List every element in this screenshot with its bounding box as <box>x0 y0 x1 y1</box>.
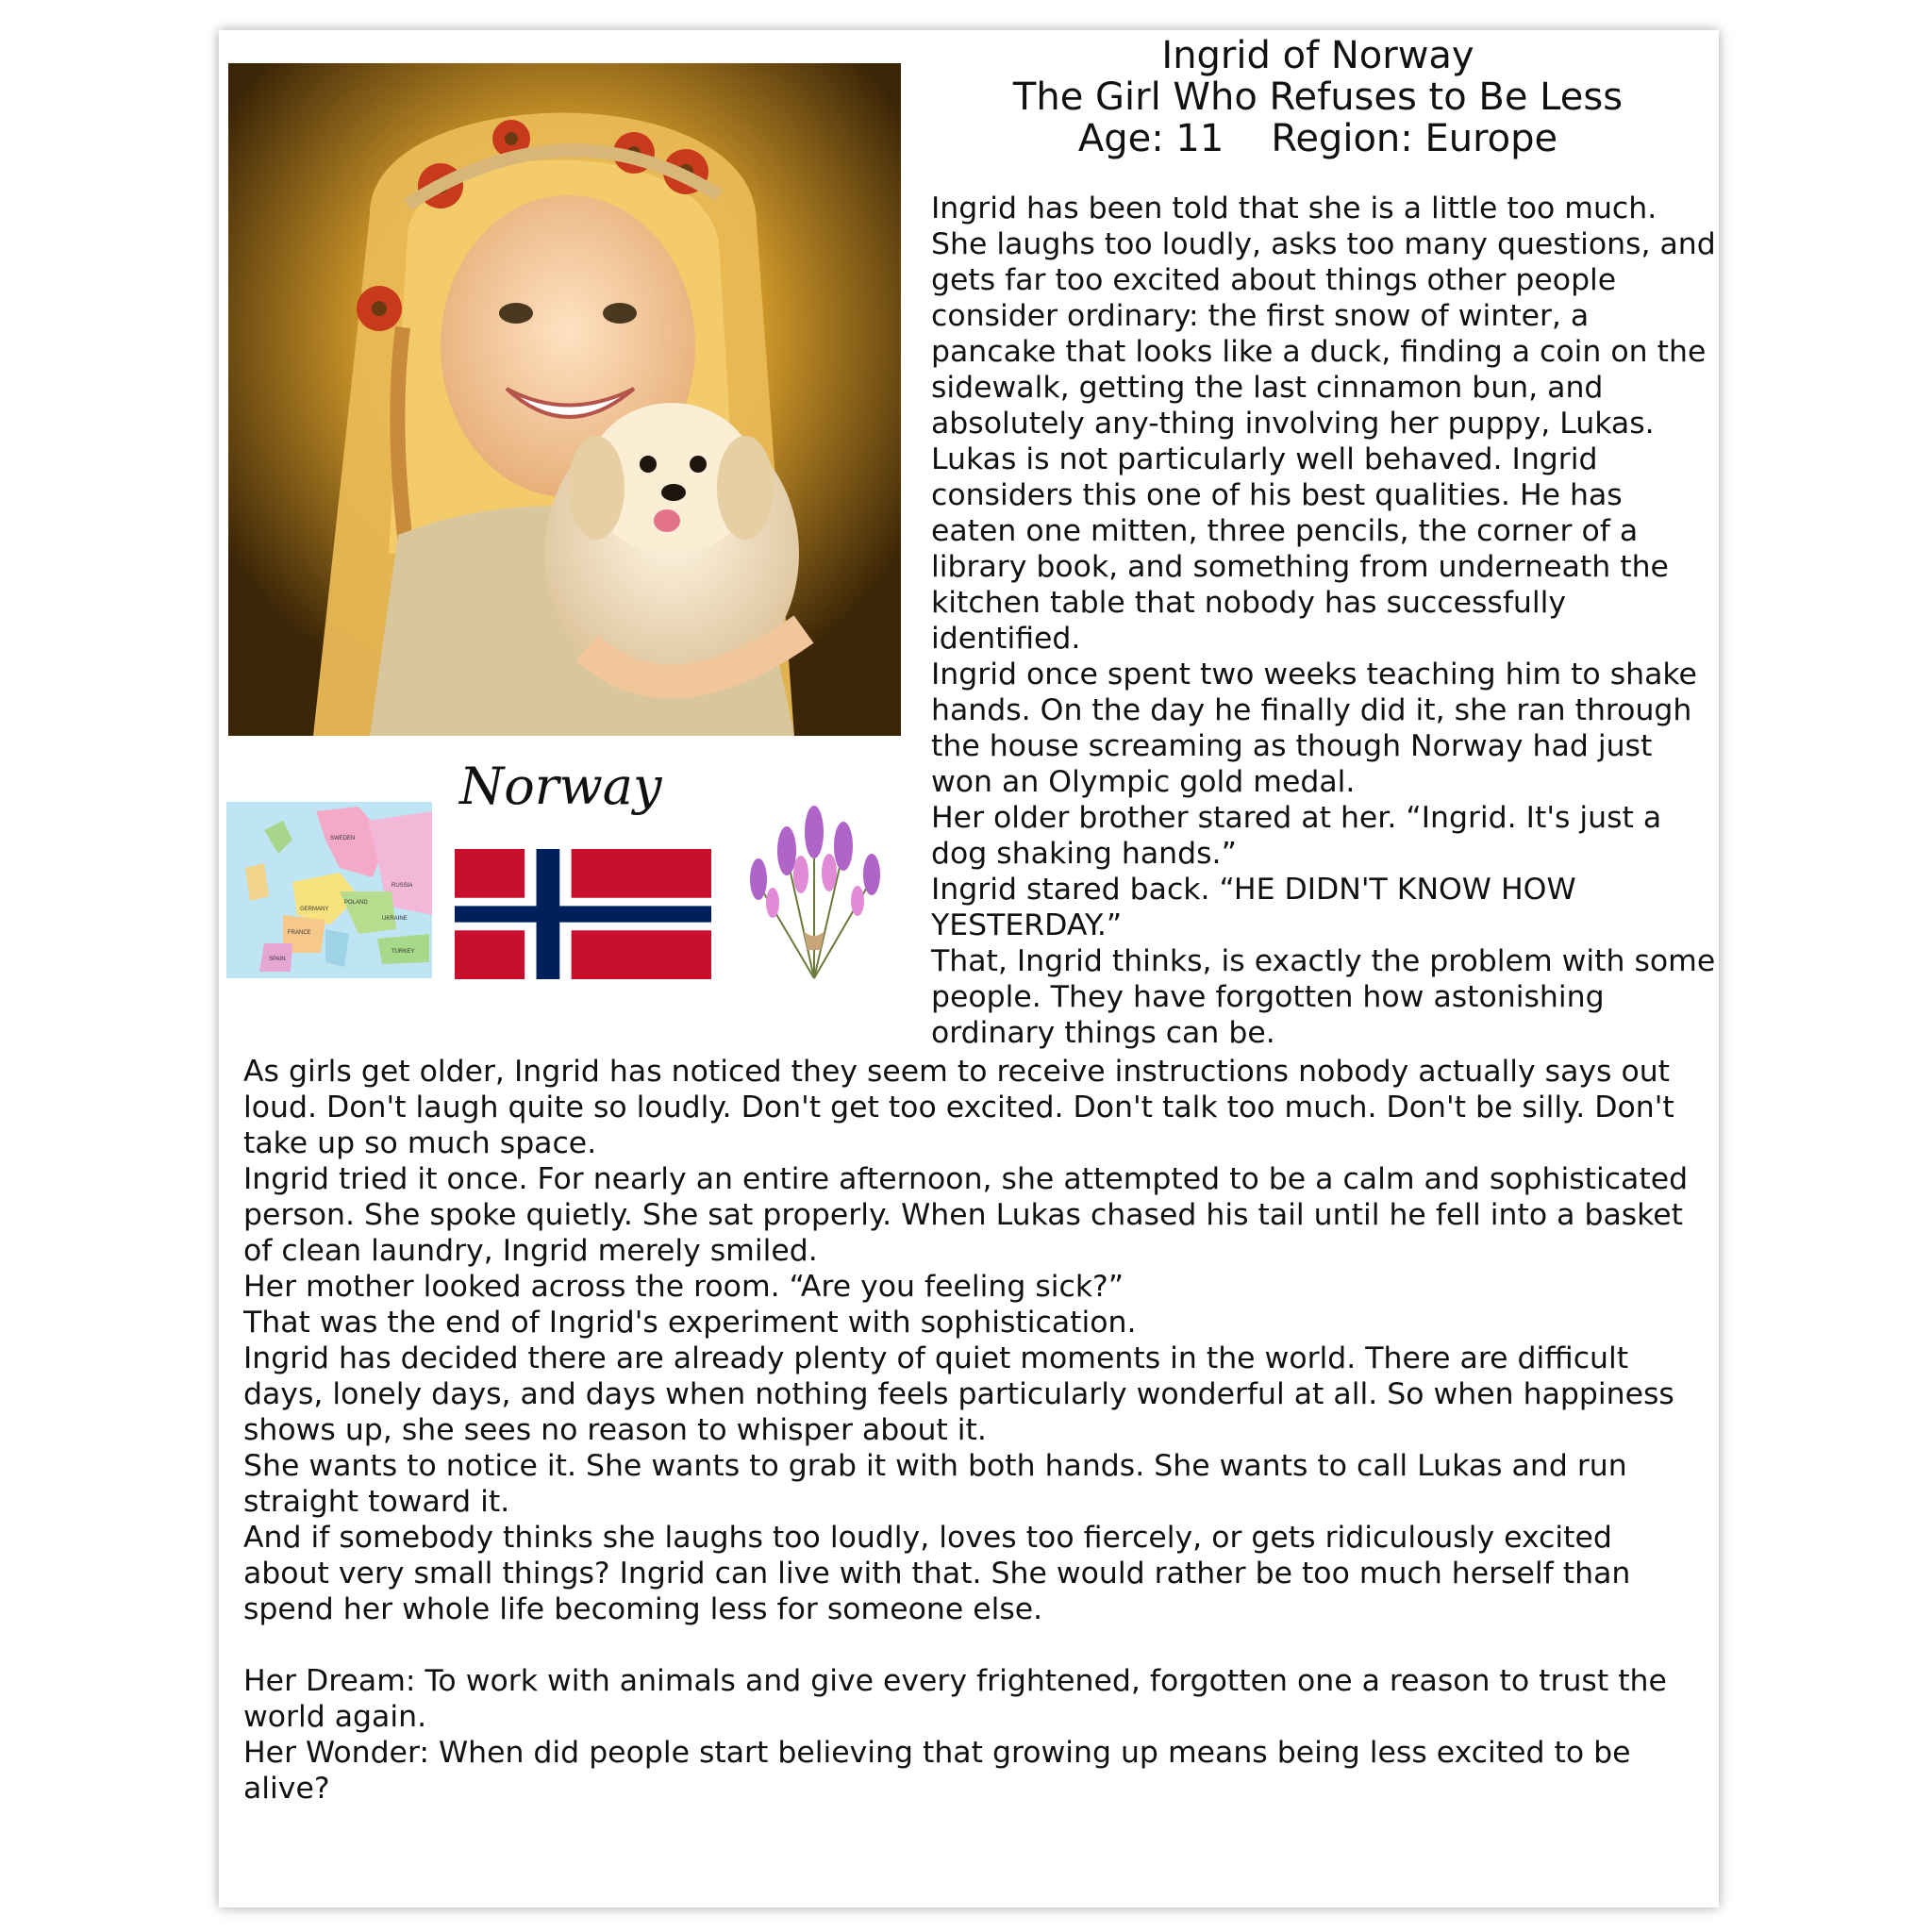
map-label: TURKEY <box>391 949 415 955</box>
age-region-line <box>936 118 1700 159</box>
map-label: SPAIN <box>269 957 286 962</box>
story-bottom-section <box>243 1054 1704 1807</box>
story-paragraph: Lukas is not particularly well behaved. Ingrid considers this one of his best qualities. He has eaten one mitten, three pencils, the corner of a library book, and something from underneath the kitchen table that nobody has successfully identified. <box>931 442 1669 656</box>
map-label: SWEDEN <box>330 836 356 841</box>
story-paragraph: And if somebody thinks she laughs too loudly, loves too fiercely, or gets ridiculously excited about very small things? Ingrid can live with that. She would rather be too much herself than spend her whole life becoming less for someone else. <box>243 1521 1631 1626</box>
paragraph-spacer <box>243 1627 1704 1663</box>
portrait-illustration <box>228 63 901 736</box>
document-page <box>219 30 1719 1907</box>
age-label: Age: 11 <box>1077 117 1224 160</box>
page-subtitle: The Girl Who Refuses to Be Less <box>1012 75 1624 119</box>
map-label: FRANCE <box>288 930 311 936</box>
map-label: UKRAINE <box>382 916 408 922</box>
map-label: RUSSIA <box>391 883 413 889</box>
heather-bouquet-image <box>730 799 898 988</box>
europe-map-image <box>226 802 432 978</box>
dream-statement: Her Dream: To work with animals and give every frightened, forgotten one a reason to trust the world again. <box>243 1664 1667 1734</box>
story-paragraph: Her older brother stared at her. “Ingrid. It's just a dog shaking hands.” <box>931 801 1662 871</box>
norway-flag <box>455 849 711 979</box>
story-paragraph: Ingrid once spent two weeks teaching him to shake hands. On the day he finally did it, she ran through the house screaming as though Norway had just won an Olympic gold medal. <box>931 658 1697 799</box>
story-paragraph: Ingrid has been told that she is a little too much. She laughs too loudly, asks too many questions, and gets far too excited about things other people consider ordinary: the first snow of winter, a pancake that looks like a duck, finding a coin on the sidewalk, getting the last cinnamon bun, and absolutely any-thing involving her puppy, Lukas. <box>931 192 1716 441</box>
story-paragraph: That was the end of Ingrid's experiment with sophistication. <box>243 1306 1137 1340</box>
story-paragraph: Ingrid stared back. “HE DIDN'T KNOW HOW YESTERDAY.” <box>931 873 1576 942</box>
story-paragraph: She wants to notice it. She wants to grab it with both hands. She wants to call Lukas and run straight toward it. <box>243 1449 1627 1519</box>
map-label: POLAND <box>344 900 368 906</box>
wonder-statement: Her Wonder: When did people start believing that growing up means being less excited to be alive? <box>243 1736 1631 1806</box>
map-label: GERMANY <box>300 907 329 912</box>
country-script-label: Norway <box>459 757 662 816</box>
title-block <box>936 35 1700 159</box>
story-paragraph: Ingrid has decided there are already plenty of quiet moments in the world. There are difficult days, lonely days, and days when nothing feels particularly wonderful at all. So when happiness shows up, she sees no reason to whisper about it. <box>243 1341 1674 1447</box>
story-paragraph: As girls get older, Ingrid has noticed they seem to receive instructions nobody actually says out loud. Don't laugh quite so loudly. Don't get too excited. Don't talk too much. Don't be silly. Don't take up so much space. <box>243 1055 1674 1160</box>
girl-with-puppy-image <box>228 63 901 736</box>
story-paragraph: That, Ingrid thinks, is exactly the problem with some people. They have forgotten how astonishing ordinary things can be. <box>931 944 1716 1050</box>
region-label: Region: Europe <box>1271 117 1558 160</box>
story-paragraph: Her mother looked across the room. “Are you feeling sick?” <box>243 1270 1124 1304</box>
story-paragraph: Ingrid tried it once. For nearly an entire afternoon, she attempted to be a calm and sophisticated person. She spoke quietly. She sat properly. When Lukas chased his tail until he fell into a basket of clean laundry, Ingrid merely smiled. <box>243 1162 1689 1268</box>
page-title: Ingrid of Norway <box>1161 34 1474 77</box>
story-right-column <box>931 191 1716 1051</box>
